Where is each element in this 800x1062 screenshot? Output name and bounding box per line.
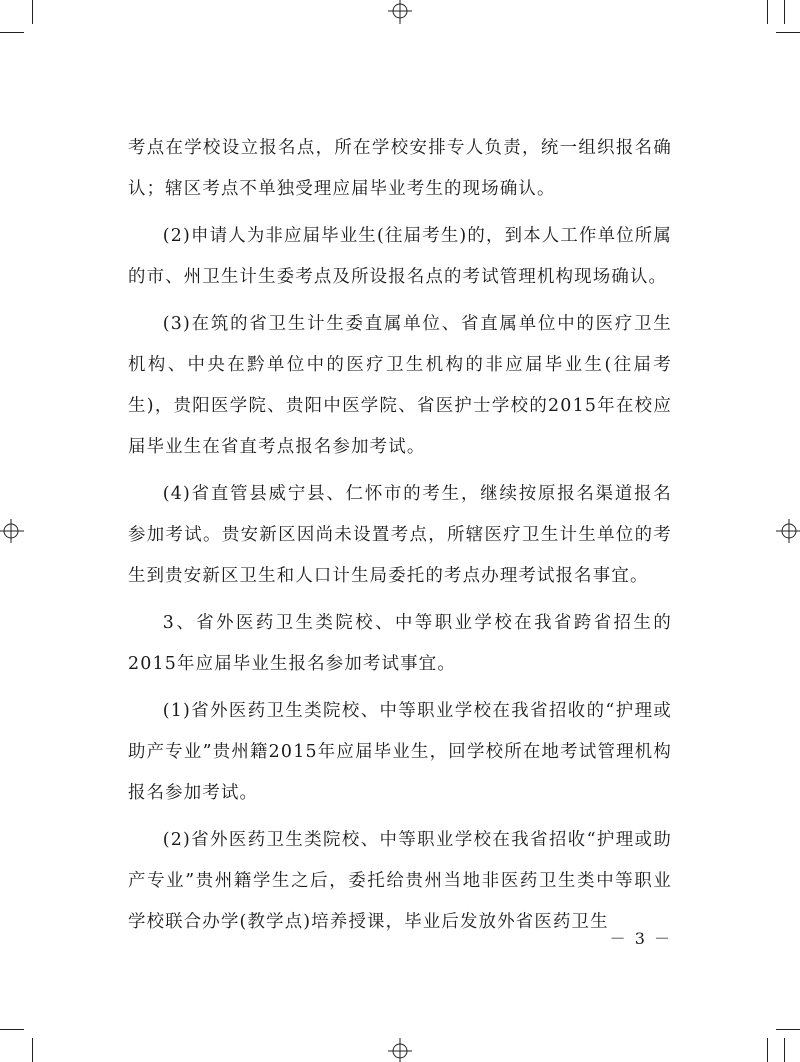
registration-mark-bottom (387, 1036, 413, 1062)
registration-mark-top (387, 0, 413, 26)
paragraph: (4)省直管县威宁县、仁怀市的考生，继续按原报名渠道报名参加考试。贵安新区因尚未设置考点，所辖医疗卫生计生单位的考生到贵安新区卫生和人口计生局委托的考点办理考试报名事宜。 (128, 484, 672, 586)
document-body (128, 128, 672, 943)
paragraph: (1)省外医药卫生类院校、中等职业学校在我省招收的“护理或助产专业”贵州籍2015年应届毕业生，回学校所在地考试管理机构报名参加考试。 (128, 701, 672, 803)
crop-mark (776, 32, 800, 33)
crop-mark (784, 0, 785, 24)
paragraph: (2)省外医药卫生类院校、中等职业学校在我省招收“护理或助产专业”贵州籍学生之后，委托给贵州当地非医药卫生类中等职业学校联合办学(教学点)培养授课，毕业后发放外省医药卫生 (128, 830, 672, 932)
paragraph: 考点在学校设立报名点，所在学校安排专人负责，统一组织报名确认；辖区考点不单独受理应届毕业考生的现场确认。 (128, 138, 672, 199)
crop-mark (767, 1038, 768, 1062)
paragraph: (2)申请人为非应届毕业生(往届考生)的，到本人工作单位所属的市、州卫生计生委考点及所设报名点的考试管理机构现场确认。 (128, 226, 672, 287)
crop-mark (32, 1038, 33, 1062)
crop-mark (32, 0, 33, 24)
paragraph: (3)在筑的省卫生计生委直属单位、省直属单位中的医疗卫生机构、中央在黔单位中的医疗卫生机构的非应届毕业生(往届考生)，贵阳医学院、贵阳中医学院、省医护士学校的2015年在校应届毕业生在省直考点报名参加考试。 (128, 314, 672, 457)
registration-mark-right (774, 518, 800, 544)
registration-mark-left (0, 518, 26, 544)
crop-mark (776, 1029, 800, 1030)
page-number: － 3 － (609, 929, 672, 948)
crop-mark (0, 32, 24, 33)
crop-mark (0, 1029, 24, 1030)
paragraph: 3、省外医药卫生类院校、中等职业学校在我省跨省招生的2015年应届毕业生报名参加考试事宜。 (128, 613, 672, 674)
crop-mark (784, 1038, 785, 1062)
crop-mark (767, 0, 768, 24)
